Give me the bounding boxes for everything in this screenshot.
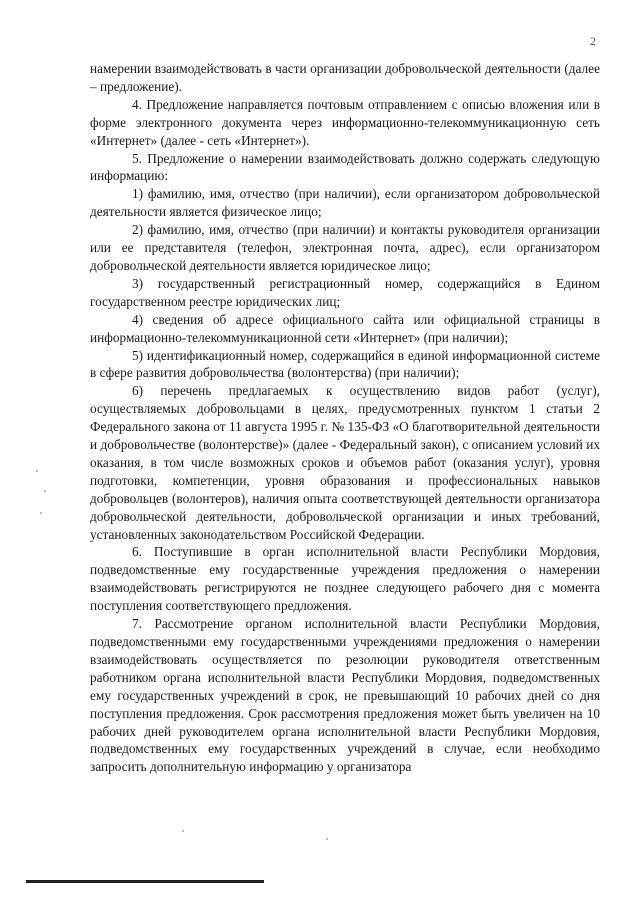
page-number: 2 <box>590 34 596 48</box>
scan-speck <box>326 838 328 840</box>
scan-speck <box>182 830 184 832</box>
list-item-4: 4) сведения об адресе официального сайта или официальной страницы в информационно-телекоммуникационной сети «Интернет» (при наличии); <box>90 311 600 345</box>
paragraph-5-contents: 5. Предложение о намерении взаимодействовать должно содержать следующую информацию: <box>90 150 600 184</box>
paragraph-7-review: 7. Рассмотрение органом исполнительной власти Республики Мордовия, подведомственными ему государственными учреждениями предложения о намерении взаимодействовать осуществляется по резолюции руководителя ответственным работником органа исполнительной власти Республики Мордовия, подведомственных ему государственных учреждений в срок, не превышающий 10 рабочих дней со дня поступления предложения. Срок рассмотрения предложения может быть увеличен на 10 рабочих дней руководителем органа исполнительной власти Республики Мордовия, подведомственных ему государственных учреждений в случае, если необходимо запросить дополнительную информацию у организатора <box>90 616 600 775</box>
paragraph-6-registration: 6. Поступившие в орган исполнительной власти Республики Мордовия, подведомственные ему государственные учреждения предложения о намерении взаимодействовать регистрируются не позднее следующего рабочего дня с момента поступления соответствующего предложения. <box>90 544 600 614</box>
list-item-6: 6) перечень предлагаемых к осуществлению видов работ (услуг), осуществляемых добровольцами в целях, предусмотренных пунктом 1 статьи 2 Федерального закона от 11 августа 1995 г. № 135-ФЗ «О благотворительной деятельности и добровольчестве (волонтерстве)» (далее - Федеральный закон), с описанием условий их оказания, в том числе возможных сроков и объемов работ (оказания услуг), уровня подготовки, компетенции, уровня образования и профессиональных навыков добровольцев (волонтеров), наличия опыта соответствующей деятельности организатора добровольческой деятельности, добровольческой организации и иных требований, установленных законодательством Российской Федерации. <box>90 383 600 542</box>
document-body <box>90 60 600 776</box>
list-item-5: 5) идентификационный номер, содержащийся в единой информационной системе в сфере развития добровольчества (волонтерства) (при наличии); <box>90 347 600 381</box>
scan-speck <box>40 512 42 514</box>
list-item-1: 1) фамилию, имя, отчество (при наличии), если организатором добровольческой деятельности является физическое лицо; <box>90 186 600 220</box>
scan-speck <box>36 470 38 472</box>
list-item-2: 2) фамилию, имя, отчество (при наличии) и контакты руководителя организации или ее представителя (телефон, электронная почта, адрес), если организатором добровольческой деятельности является юридическое лицо; <box>90 222 600 273</box>
bottom-scan-edge <box>26 880 264 883</box>
paragraph-continuation: намерении взаимодействовать в части организации добровольческой деятельности (далее – предложение). <box>90 61 600 94</box>
paragraph-4-submission: 4. Предложение направляется почтовым отправлением с описью вложения или в форме электронного документа через информационно-телекоммуникационную сеть «Интернет» (далее - сеть «Интернет»). <box>90 96 600 148</box>
scan-speck <box>44 490 46 492</box>
list-item-3: 3) государственный регистрационный номер, содержащийся в Едином государственном реестре юридических лиц; <box>90 275 600 309</box>
